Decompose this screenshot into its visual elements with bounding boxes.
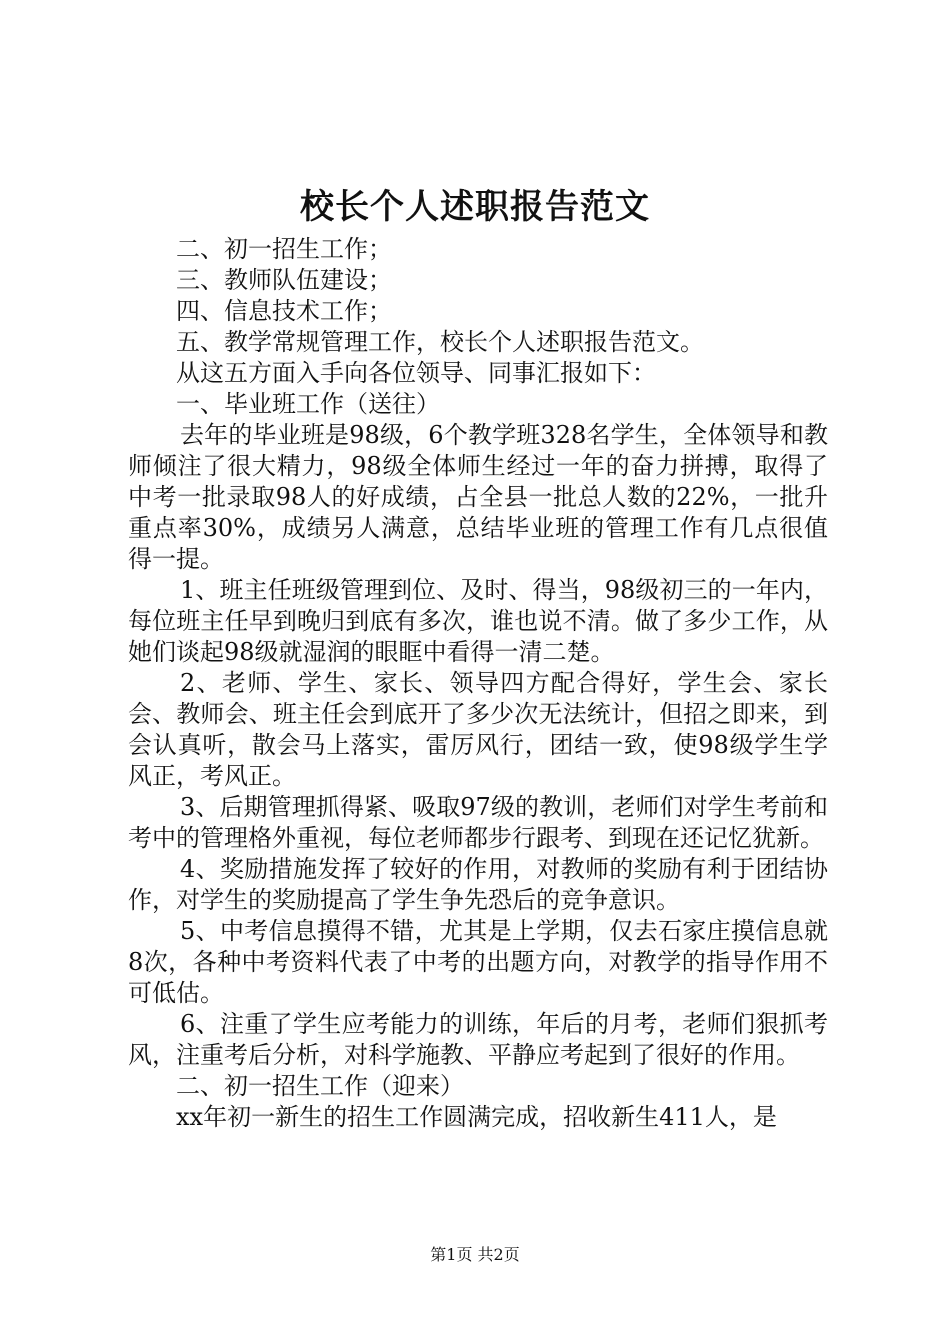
list-item: 2、老师、学生、家长、领导四方配合得好，学生会、家长会、教师会、班主任会到底开了多少次无法统计，但招之即来，到会认真听，散会马上落实，雷厉风行，团结一致，使98级学生学风正，考风正。 <box>128 669 828 790</box>
section-heading: 二、初一招生工作（迎来） <box>176 1072 464 1100</box>
paragraph: 从这五方面入手向各位领导、同事汇报如下： <box>176 359 656 387</box>
list-item: 5、中考信息摸得不错，尤其是上学期，仅去石家庄摸信息就8次，各种中考资料代表了中考的出题方向，对教学的指导作用不可低估。 <box>128 917 828 1007</box>
paragraph: 四、信息技术工作； <box>176 297 392 325</box>
list-item: 3、后期管理抓得紧、吸取97级的教训，老师们对学生考前和考中的管理格外重视，每位老师都步行跟考、到现在还记忆犹新。 <box>128 793 828 852</box>
section-heading: 一、毕业班工作（送往） <box>176 390 440 418</box>
list-item: 6、注重了学生应考能力的训练，年后的月考，老师们狠抓考风，注重考后分析，对科学施教、平静应考起到了很好的作用。 <box>128 1010 828 1069</box>
document-title: 校长个人述职报告范文 <box>300 187 650 227</box>
page-footer: 第1页 共2页 <box>430 1245 520 1264</box>
document-body <box>128 234 828 1133</box>
list-item: 1、班主任班级管理到位、及时、得当，98级初三的一年内，每位班主任早到晚归到底有多次，谁也说不清。做了多少工作，从她们谈起98级就湿润的眼眶中看得一清二楚。 <box>128 576 828 666</box>
paragraph: 三、教师队伍建设； <box>176 266 392 294</box>
list-item: 4、奖励措施发挥了较好的作用，对教师的奖励有利于团结协作，对学生的奖励提高了学生争先恐后的竞争意识。 <box>128 855 828 914</box>
paragraph: 去年的毕业班是98级，6个教学班328名学生，全体领导和教师倾注了很大精力，98级全体师生经过一年的奋力拼搏，取得了中考一批录取98人的好成绩，占全县一批总人数的22%，一批升重点率30%，成绩另人满意，总结毕业班的管理工作有几点很值得一提。 <box>128 421 828 573</box>
paragraph: 二、初一招生工作； <box>176 235 392 263</box>
paragraph: xx年初一新生的招生工作圆满完成，招收新生411人，是 <box>176 1103 777 1131</box>
paragraph: 五、教学常规管理工作，校长个人述职报告范文。 <box>176 328 704 356</box>
